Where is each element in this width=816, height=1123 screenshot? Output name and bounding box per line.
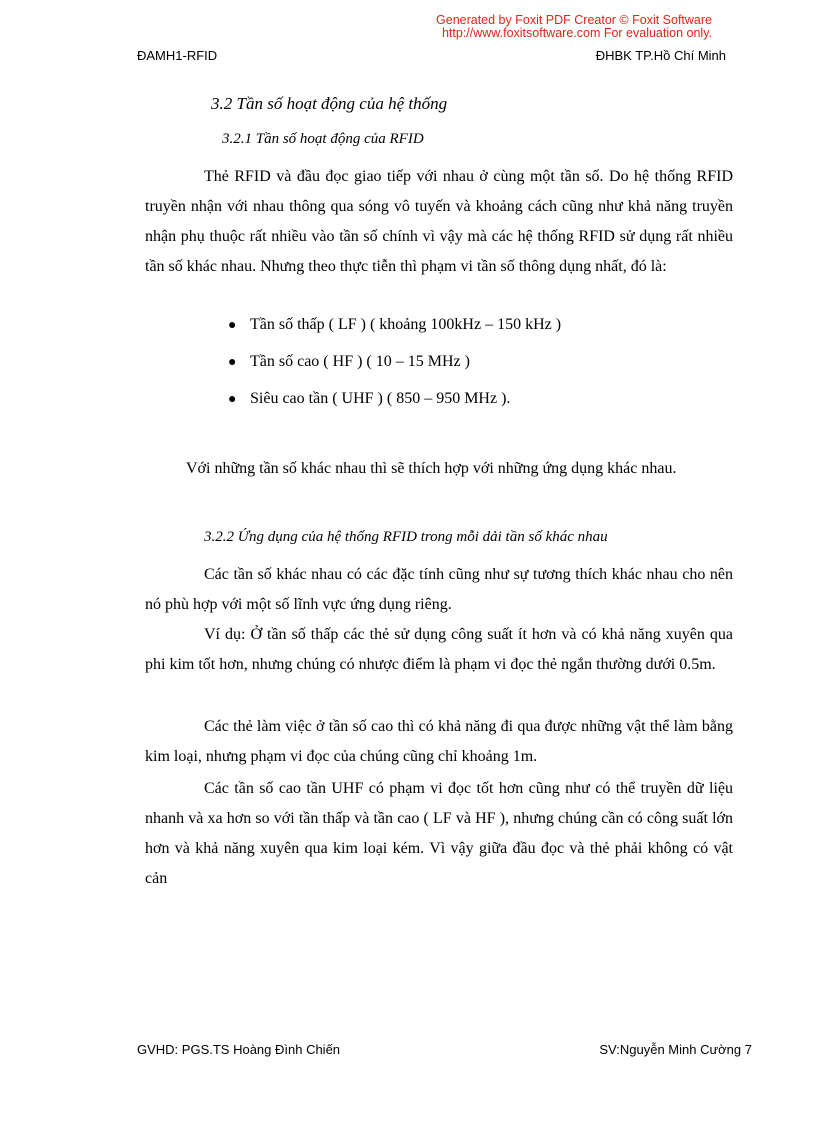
bullet-icon: ● [228, 355, 237, 370]
subsection-title-2: 3.2.2 Ứng dụng của hệ thống RFID trong mỗi dải tần số khác nhau [204, 529, 608, 545]
list-item-text: Siêu cao tần ( UHF ) ( 850 – 950 MHz ). [250, 390, 511, 407]
footer-left: GVHD: PGS.TS Hoàng Đình Chiến [137, 1042, 341, 1057]
foxit-watermark [380, 14, 712, 40]
list-item-text: Tần số thấp ( LF ) ( khoảng 100kHz – 150 kHz ) [250, 316, 562, 333]
list-item [228, 310, 561, 347]
list-item [228, 384, 561, 421]
paragraph-5: Các thẻ làm việc ở tần số cao thì có khả năng đi qua được những vật thể làm bằng kim loại, nhưng phạm vi đọc của chúng cũng chỉ khoảng 1m. [145, 718, 733, 765]
watermark-link[interactable]: http://www.foxitsoftware.com For evaluation only. [441, 26, 712, 40]
paragraph-1: Thẻ RFID và đầu đọc giao tiếp với nhau ở cùng một tần số. Do hệ thống RFID truyền nhận với nhau thông qua sóng vô tuyến và khoảng cách cũng như khả năng truyền nhận phụ thuộc rất nhiều vào tần số chính vì vậy mà các hệ thống RFID sử dụng rất nhiều tần số khác nhau. Nhưng theo thực tiễn thì phạm vi tần số thông dụng nhất, đó là: [145, 168, 733, 275]
list-item [228, 347, 561, 384]
bullet-icon: ● [228, 318, 237, 333]
paragraph-3-block [145, 560, 733, 620]
subsection-title-1: 3.2.1 Tần số hoạt động của RFID [222, 131, 424, 147]
paragraph-3: Các tần số khác nhau có các đặc tính cũng như sự tương thích khác nhau cho nên nó phù hợp với một số lĩnh vực ứng dụng riêng. [145, 566, 733, 613]
paragraph-1-block [145, 162, 733, 282]
watermark-line-1: Generated by Foxit PDF Creator © Foxit Software [436, 13, 712, 27]
footer-right: SV:Nguyễn Minh Cường 7 [599, 1042, 752, 1057]
paragraph-4: Ví dụ: Ở tần số thấp các thẻ sử dụng công suất ít hơn và có khả năng xuyên qua phi kim tốt hơn, nhưng chúng có nhược điểm là phạm vi đọc thẻ ngắn thường dưới 0.5m. [145, 626, 733, 673]
list-item-text: Tần số cao ( HF ) ( 10 – 15 MHz ) [250, 353, 470, 370]
paragraph-2: Với những tần số khác nhau thì sẽ thích hợp với những ứng dụng khác nhau. [186, 460, 677, 477]
paragraph-5-block [145, 712, 733, 772]
section-title: 3.2 Tần số hoạt động của hệ thống [211, 94, 448, 113]
paragraph-6: Các tần số cao tần UHF có phạm vi đọc tốt hơn cũng như có thể truyền dữ liệu nhanh và xa hơn so với tần thấp và tần cao ( LF và HF ), nhưng chúng cần có công suất lớn hơn và khả năng xuyên qua kim loại kém. Vì vậy giữa đầu đọc và thẻ phải không có vật cản [145, 780, 733, 887]
header-right: ĐHBK TP.Hồ Chí Minh [595, 48, 726, 63]
header-left: ĐAMH1-RFID [137, 48, 218, 63]
paragraph-4-block [145, 620, 733, 680]
frequency-list [228, 310, 561, 421]
bullet-icon: ● [228, 392, 237, 407]
paragraph-6-block [145, 774, 733, 894]
